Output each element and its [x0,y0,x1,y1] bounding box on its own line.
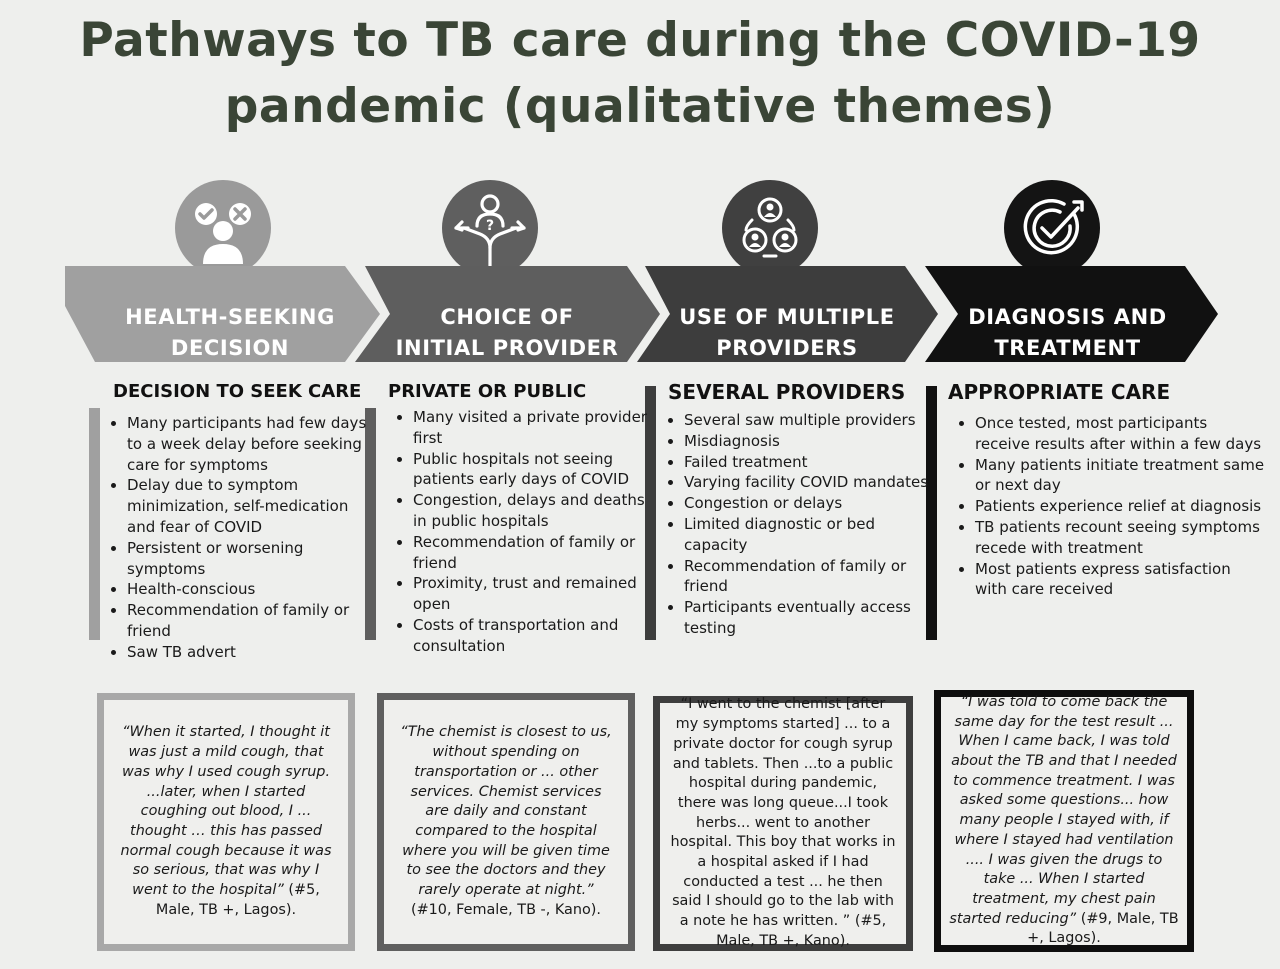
bullet-item: • Congestion or delays [684,493,939,514]
bullet-item: • Most patients express satisfaction with care received [975,559,1265,601]
bullet-item: • Saw TB advert [127,642,377,663]
stage-4-heading: APPROPRIATE CARE [948,380,1171,404]
bullet-item: • Participants eventually access testing [684,597,939,639]
quote-attribution: (#9, Male, TB +, Lagos). [1027,910,1179,947]
stage-3-quote-box [653,696,913,951]
bullet-item: • Many participants had few days to a week delay before seeking care for symptoms [127,413,377,475]
quote-text [118,723,334,920]
stage-2-quote-box [377,693,635,951]
bullet-item: • Many visited a private provider first [413,407,663,449]
bullet-item: • Delay due to symptom minimization, self-medication and fear of COVID [127,475,377,537]
multiple-people-icon [722,180,818,276]
stage-3-heading: SEVERAL PROVIDERS [668,380,906,404]
quote-text [948,693,1180,949]
title-line-2: pandemic (qualitative themes) [224,79,1056,134]
bullet-item: • Misdiagnosis [684,431,939,452]
quote-body: “The chemist is closest to us, without spending on transportation or ... other services. Chemist services are daily and constant compared to the hospital where you will be given time to see the doctors and they rarely operate at night.” [400,724,612,899]
check-target-icon [1004,180,1100,276]
bullet-item: • Congestion, delays and deaths in public hospitals [413,490,663,532]
stage-2-label: CHOICE OF INITIAL PROVIDER [395,305,619,360]
bullet-item: • Recommendation of family or friend [413,532,663,574]
bullet-item: • TB patients recount seeing symptoms recede with treatment [975,517,1265,559]
bullet-item: • Recommendation of family or friend [127,600,377,642]
stage-3-icon-circle [722,180,818,276]
quote-attribution: (#10, Female, TB -, Kano). [410,901,601,918]
stage-4-label: DIAGNOSIS AND TREATMENT [968,305,1167,360]
stage-4-quote-box [934,690,1194,952]
bullet-item: • Limited diagnostic or bed capacity [684,514,939,556]
bullet-item: • Health-conscious [127,579,377,600]
bullet-item: • Costs of transportation and consultation [413,615,663,657]
bullet-item: • Several saw multiple providers [684,410,939,431]
quote-body: “I went to the chemist [after my symptoms started] ... to a private doctor for cough syrup and tablets. Then ...to a public hospital during pandemic, there was long queue...I took herbs... went to another hospital. This boy that works in a hospital asked if I had conducted a test ... he then said I should go to the lab with a note he has written. ” [670,696,896,930]
bullet-item: • Recommendation of family or friend [684,556,939,598]
title-line-1: Pathways to TB care during the COVID-19 [79,13,1201,68]
decision-person-icon [175,180,271,276]
stage-2-icon-circle [442,180,538,276]
stage-1-heading: DECISION TO SEEK CARE [113,381,362,402]
svg-text:?: ? [485,218,495,234]
quote-attribution: (#5, Male, TB +, Lagos). [155,882,320,918]
bullet-item: • Persistent or worsening symptoms [127,538,377,580]
quote-body: “When it started, I thought it was just a mild cough, that was why I used cough syrup. ...later, when I started coughing out blood, I ... thought … this has passed normal cough because it was so serious, that was why I went to the hospital” [120,724,332,899]
stage-1-quote-box [97,693,355,951]
stage-1-bullets [105,413,377,663]
bullet-item: • Once tested, most participants receive results after within a few days [975,413,1265,455]
bullet-item: • Varying facility COVID mandates [684,472,939,493]
quote-body: “I was told to come back the same day for the test result ... When I came back, I was told about the TB and that I needed to commence treatment. I was asked some questions... how many people I stayed with, if where I stayed had ventilation .... I was given the drugs to take ... When I started treatment, my chest pain started reducing” [949,693,1177,927]
page-title [0,8,1280,140]
bullet-item: • Many patients initiate treatment same or next day [975,455,1265,497]
stage-2-bullets [391,407,663,657]
quote-text [668,695,898,951]
quote-text [398,723,614,920]
bullet-item: • Patients experience relief at diagnosis [975,496,1265,517]
stage-1-icon-circle [175,180,271,276]
stage-3-bullets [662,410,939,639]
stage-1-label: HEALTH-SEEKING DECISION [125,305,335,360]
stage-3-label: USE OF MULTIPLE PROVIDERS [679,305,895,360]
stage-4-icon-circle [1004,180,1100,276]
bullet-item: • Failed treatment [684,452,939,473]
stage-4-bullets [953,413,1265,600]
quote-attribution: (#5, Male, TB +, Kano). [716,913,887,949]
bullet-item: • Public hospitals not seeing patients early days of COVID [413,449,663,491]
bullet-item: • Proximity, trust and remained open [413,573,663,615]
crossroads-person-icon [442,180,538,276]
stage-2-heading: PRIVATE OR PUBLIC [388,381,587,402]
stage-1-accent-bar [89,408,100,640]
